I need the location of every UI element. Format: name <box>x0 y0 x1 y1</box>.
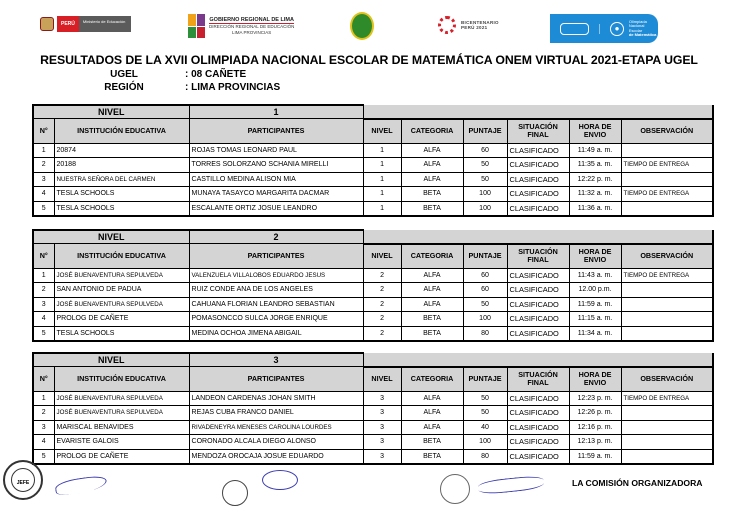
cell-hora-envio: 11:34 a. m. <box>569 326 621 341</box>
cell-categoria: ALFA <box>401 391 463 406</box>
bicent-line1: BICENTENARIO <box>461 20 499 25</box>
nivel-row <box>33 105 713 119</box>
cell-nivel: 3 <box>363 420 401 435</box>
nivel-row-filler <box>363 353 713 367</box>
column-header-institucion: INSTITUCIÓN EDUCATIVA <box>54 367 189 392</box>
cell-categoria: ALFA <box>401 172 463 187</box>
nivel-value: 2 <box>189 230 363 244</box>
cell-row-number: 4 <box>33 435 54 450</box>
cell-nivel: 3 <box>363 391 401 406</box>
cell-categoria: ALFA <box>401 406 463 421</box>
cell-categoria: BETA <box>401 326 463 341</box>
table-row <box>33 420 713 435</box>
nivel-value: 3 <box>189 353 363 367</box>
cell-categoria: ALFA <box>401 283 463 298</box>
concursos-badge-icon <box>560 23 589 35</box>
table-row <box>33 187 713 202</box>
onem-line2: Nacional Escolar <box>628 23 645 33</box>
cell-institucion: NUESTRA SEÑORA DEL CARMEN <box>54 172 189 187</box>
table-row <box>33 449 713 464</box>
cell-observacion: TIEMPO DE ENTREGA <box>621 187 713 202</box>
column-header-observacion: OBSERVACIÓN <box>621 119 713 144</box>
cell-participante: CASTILLO MEDINA ALISON MIA <box>189 172 363 187</box>
cell-nivel: 3 <box>363 406 401 421</box>
cell-situacion-final: CLASIFICADO <box>507 158 569 173</box>
cell-participante: MEDINA OCHOA JIMENA ABIGAIL <box>189 326 363 341</box>
cell-participante: MUNAYA TASAYCO MARGARITA DACMAR <box>189 187 363 202</box>
ugel-emblem-icon <box>350 12 374 40</box>
nivel-row-filler <box>363 230 713 244</box>
cell-situacion-final: CLASIFICADO <box>507 326 569 341</box>
cell-nivel: 2 <box>363 268 401 283</box>
onem-line1: Olimpiada <box>628 18 647 24</box>
cell-nivel: 2 <box>363 297 401 312</box>
cell-institucion: TESLA SCHOOLS <box>54 187 189 202</box>
comision-organizadora: LA COMISIÓN ORGANIZADORA <box>572 478 703 488</box>
column-header-row-number: N° <box>33 367 54 392</box>
nivel-label: NIVEL <box>33 353 189 367</box>
cell-row-number: 2 <box>33 406 54 421</box>
cell-participante: RUIZ CONDE ANA DE LOS ANGELES <box>189 283 363 298</box>
cell-row-number: 5 <box>33 201 54 216</box>
column-header-nivel: NIVEL <box>363 119 401 144</box>
grl-line1: GOBIERNO REGIONAL DE LIMA <box>209 16 294 23</box>
column-header-row-number: N° <box>33 244 54 269</box>
table-row <box>33 391 713 406</box>
cell-row-number: 2 <box>33 283 54 298</box>
minedu-country: PERÚ <box>57 16 79 32</box>
bicentenario-logo <box>438 16 499 34</box>
cell-situacion-final: CLASIFICADO <box>507 201 569 216</box>
cell-categoria: ALFA <box>401 420 463 435</box>
nivel-label: NIVEL <box>33 230 189 244</box>
cell-participante: LANDEON CARDENAS JOHAN SMITH <box>189 391 363 406</box>
onem-logo <box>550 14 658 43</box>
table-row <box>33 201 713 216</box>
cell-puntaje: 100 <box>463 201 507 216</box>
column-header-situacion-final: SITUACIÓN FINAL <box>507 119 569 144</box>
cell-observacion <box>621 201 713 216</box>
cell-participante: CAHUANA FLORIAN LEANDRO SEBASTIAN <box>189 297 363 312</box>
onem-figure-icon: ● <box>610 22 624 36</box>
nivel-value: 1 <box>189 105 363 119</box>
column-header-hora-envio: HORA DE ENVIO <box>569 367 621 392</box>
cell-hora-envio: 12:22 p. m. <box>569 172 621 187</box>
bicentenario-mark-icon <box>438 16 456 34</box>
cell-categoria: ALFA <box>401 143 463 158</box>
cell-observacion <box>621 172 713 187</box>
cell-situacion-final: CLASIFICADO <box>507 420 569 435</box>
region-label: REGIÓN <box>104 82 144 93</box>
cell-row-number: 1 <box>33 268 54 283</box>
cell-row-number: 3 <box>33 172 54 187</box>
cell-situacion-final: CLASIFICADO <box>507 435 569 450</box>
cell-institucion: JOSÉ BUENAVENTURA SEPULVEDA <box>54 268 189 283</box>
cell-participante: ROJAS TOMAS LEONARD PAUL <box>189 143 363 158</box>
onem-separator <box>599 24 600 34</box>
cell-observacion <box>621 326 713 341</box>
cell-categoria: BETA <box>401 201 463 216</box>
cell-hora-envio: 12.00 p.m. <box>569 283 621 298</box>
cell-puntaje: 40 <box>463 420 507 435</box>
cell-puntaje: 100 <box>463 435 507 450</box>
cell-situacion-final: CLASIFICADO <box>507 297 569 312</box>
column-header-observacion: OBSERVACIÓN <box>621 367 713 392</box>
grl-line3: LIMA PROVINCIAS <box>232 29 272 35</box>
cell-situacion-final: CLASIFICADO <box>507 283 569 298</box>
cell-row-number: 4 <box>33 312 54 327</box>
column-header-hora-envio: HORA DE ENVIO <box>569 119 621 144</box>
column-header-row <box>33 367 713 392</box>
cell-categoria: BETA <box>401 449 463 464</box>
cell-institucion: PROLOG DE CAÑETE <box>54 449 189 464</box>
cell-puntaje: 50 <box>463 391 507 406</box>
cell-institucion: JOSÉ BUENAVENTURA SEPULVEDA <box>54 391 189 406</box>
cell-observacion <box>621 143 713 158</box>
cell-row-number: 3 <box>33 420 54 435</box>
table-row <box>33 172 713 187</box>
cell-observacion: TIEMPO DE ENTREGA <box>621 391 713 406</box>
bicent-line2: PERÚ 2021 <box>461 25 488 30</box>
column-header-participante: PARTICIPANTES <box>189 367 363 392</box>
cell-puntaje: 60 <box>463 268 507 283</box>
cell-participante: TORRES SOLORZANO SCHANIA MIRELLI <box>189 158 363 173</box>
cell-observacion: TIEMPO DE ENTREGA <box>621 268 713 283</box>
peru-shield-icon <box>40 17 54 31</box>
column-header-puntaje: PUNTAJE <box>463 119 507 144</box>
signature-3-icon <box>477 475 544 496</box>
cell-situacion-final: CLASIFICADO <box>507 268 569 283</box>
results-table-nivel-3 <box>32 352 714 465</box>
cell-hora-envio: 12:13 p. m. <box>569 435 621 450</box>
cell-situacion-final: CLASIFICADO <box>507 312 569 327</box>
column-header-institucion: INSTITUCIÓN EDUCATIVA <box>54 119 189 144</box>
cell-puntaje: 50 <box>463 158 507 173</box>
cell-participante: MENDOZA OROCAJA JOSUE EDUARDO <box>189 449 363 464</box>
cell-institucion: PROLOG DE CAÑETE <box>54 312 189 327</box>
table-row <box>33 143 713 158</box>
cell-nivel: 1 <box>363 187 401 202</box>
cell-institucion: TESLA SCHOOLS <box>54 201 189 216</box>
column-header-hora-envio: HORA DE ENVIO <box>569 244 621 269</box>
cell-participante: POMASONCCO SULCA JORGE ENRIQUE <box>189 312 363 327</box>
cell-situacion-final: CLASIFICADO <box>507 172 569 187</box>
cell-row-number: 1 <box>33 391 54 406</box>
signature-2-icon <box>262 470 298 490</box>
cell-institucion: TESLA SCHOOLS <box>54 326 189 341</box>
table-row <box>33 158 713 173</box>
cell-row-number: 4 <box>33 187 54 202</box>
cell-categoria: ALFA <box>401 297 463 312</box>
results-table-nivel-2 <box>32 229 714 342</box>
results-table-nivel-1 <box>32 104 714 217</box>
ugel-value: : 08 CAÑETE <box>185 69 247 80</box>
cell-puntaje: 50 <box>463 172 507 187</box>
cell-situacion-final: CLASIFICADO <box>507 406 569 421</box>
cell-categoria: ALFA <box>401 268 463 283</box>
column-header-participante: PARTICIPANTES <box>189 119 363 144</box>
cell-hora-envio: 11:32 a. m. <box>569 187 621 202</box>
table-row <box>33 312 713 327</box>
column-header-participante: PARTICIPANTES <box>189 244 363 269</box>
cell-institucion: 20188 <box>54 158 189 173</box>
column-header-nivel: NIVEL <box>363 244 401 269</box>
cell-nivel: 1 <box>363 201 401 216</box>
column-header-puntaje: PUNTAJE <box>463 367 507 392</box>
signature-1-icon <box>54 474 108 496</box>
cell-institucion: 20874 <box>54 143 189 158</box>
column-header-situacion-final: SITUACIÓN FINAL <box>507 244 569 269</box>
cell-participante: CORONADO ALCALA DIEGO ALONSO <box>189 435 363 450</box>
column-header-row <box>33 244 713 269</box>
column-header-puntaje: PUNTAJE <box>463 244 507 269</box>
cell-situacion-final: CLASIFICADO <box>507 187 569 202</box>
cell-nivel: 2 <box>363 326 401 341</box>
cell-puntaje: 80 <box>463 449 507 464</box>
cell-nivel: 2 <box>363 312 401 327</box>
cell-observacion <box>621 297 713 312</box>
column-header-row <box>33 119 713 144</box>
cell-categoria: BETA <box>401 187 463 202</box>
minedu-logo <box>40 16 131 32</box>
cell-nivel: 3 <box>363 435 401 450</box>
region-value: : LIMA PROVINCIAS <box>185 82 281 93</box>
column-header-categoria: CATEGORIA <box>401 119 463 144</box>
cell-categoria: BETA <box>401 312 463 327</box>
cell-observacion <box>621 449 713 464</box>
cell-row-number: 1 <box>33 143 54 158</box>
seal-2-icon <box>222 480 248 506</box>
cell-observacion <box>621 435 713 450</box>
cell-participante: RIVADENEYRA MENESES CAROLINA LOURDES <box>189 420 363 435</box>
onem-line3: de Matemática <box>628 32 657 37</box>
cell-puntaje: 100 <box>463 312 507 327</box>
cell-nivel: 3 <box>363 449 401 464</box>
nivel-row-filler <box>363 105 713 119</box>
cell-participante: ESCALANTE ORTIZ JOSUE LEANDRO <box>189 201 363 216</box>
column-header-categoria: CATEGORIA <box>401 244 463 269</box>
cell-hora-envio: 11:36 a. m. <box>569 201 621 216</box>
cell-puntaje: 60 <box>463 143 507 158</box>
cell-hora-envio: 11:59 a. m. <box>569 297 621 312</box>
table-row <box>33 268 713 283</box>
cell-institucion: JOSÉ BUENAVENTURA SEPULVEDA <box>54 297 189 312</box>
cell-row-number: 3 <box>33 297 54 312</box>
grl-line2: DIRECCIÓN REGIONAL DE EDUCACIÓN <box>209 23 295 29</box>
column-header-categoria: CATEGORIA <box>401 367 463 392</box>
cell-nivel: 1 <box>363 143 401 158</box>
cell-situacion-final: CLASIFICADO <box>507 391 569 406</box>
column-header-nivel: NIVEL <box>363 367 401 392</box>
cell-puntaje: 60 <box>463 283 507 298</box>
column-header-institucion: INSTITUCIÓN EDUCATIVA <box>54 244 189 269</box>
cell-hora-envio: 11:35 a. m. <box>569 158 621 173</box>
table-row <box>33 435 713 450</box>
nivel-row <box>33 353 713 367</box>
cell-puntaje: 50 <box>463 297 507 312</box>
cell-observacion <box>621 283 713 298</box>
gobierno-regional-logo <box>188 14 294 38</box>
cell-row-number: 5 <box>33 449 54 464</box>
cell-hora-envio: 11:59 a. m. <box>569 449 621 464</box>
cell-participante: VALENZUELA VILLALOBOS EDUARDO JESUS <box>189 268 363 283</box>
table-row <box>33 326 713 341</box>
cell-participante: REJAS CUBA FRANCO DANIEL <box>189 406 363 421</box>
cell-institucion: MARISCAL BENAVIDES <box>54 420 189 435</box>
cell-nivel: 1 <box>363 172 401 187</box>
cell-categoria: BETA <box>401 435 463 450</box>
cell-hora-envio: 12:23 p. m. <box>569 391 621 406</box>
cell-situacion-final: CLASIFICADO <box>507 449 569 464</box>
nivel-label: NIVEL <box>33 105 189 119</box>
cell-puntaje: 100 <box>463 187 507 202</box>
cell-hora-envio: 12:26 p. m. <box>569 406 621 421</box>
cell-hora-envio: 11:15 a. m. <box>569 312 621 327</box>
column-header-situacion-final: SITUACIÓN FINAL <box>507 367 569 392</box>
column-header-row-number: N° <box>33 119 54 144</box>
cell-hora-envio: 11:49 a. m. <box>569 143 621 158</box>
cell-observacion <box>621 406 713 421</box>
cell-hora-envio: 12:16 p. m. <box>569 420 621 435</box>
cell-observacion: TIEMPO DE ENTREGA <box>621 158 713 173</box>
seal-3-icon <box>440 474 470 504</box>
cell-hora-envio: 11:43 a. m. <box>569 268 621 283</box>
cell-puntaje: 80 <box>463 326 507 341</box>
cell-nivel: 1 <box>363 158 401 173</box>
jefe-seal-icon <box>3 460 43 500</box>
cell-nivel: 2 <box>363 283 401 298</box>
column-header-observacion: OBSERVACIÓN <box>621 244 713 269</box>
table-row <box>33 283 713 298</box>
table-row <box>33 297 713 312</box>
table-row <box>33 406 713 421</box>
page-title: RESULTADOS DE LA XVII OLIMPIADA NACIONAL ESCOLAR DE MATEMÁTICA ONEM VIRTUAL 2021-ETAPA UGEL <box>40 53 698 67</box>
nivel-row <box>33 230 713 244</box>
cell-observacion <box>621 312 713 327</box>
cell-observacion <box>621 420 713 435</box>
cell-puntaje: 50 <box>463 406 507 421</box>
grl-mark-icon <box>188 14 205 38</box>
cell-situacion-final: CLASIFICADO <box>507 143 569 158</box>
cell-institucion: JOSÉ BUENAVENTURA SEPULVEDA <box>54 406 189 421</box>
cell-institucion: EVARISTE GALOIS <box>54 435 189 450</box>
cell-categoria: ALFA <box>401 158 463 173</box>
cell-row-number: 2 <box>33 158 54 173</box>
cell-row-number: 5 <box>33 326 54 341</box>
cell-institucion: SAN ANTONIO DE PADUA <box>54 283 189 298</box>
ugel-label: UGEL <box>110 69 138 80</box>
minedu-name: Ministerio de Educación <box>79 16 131 32</box>
jefe-seal-label: JEFE <box>11 468 35 492</box>
